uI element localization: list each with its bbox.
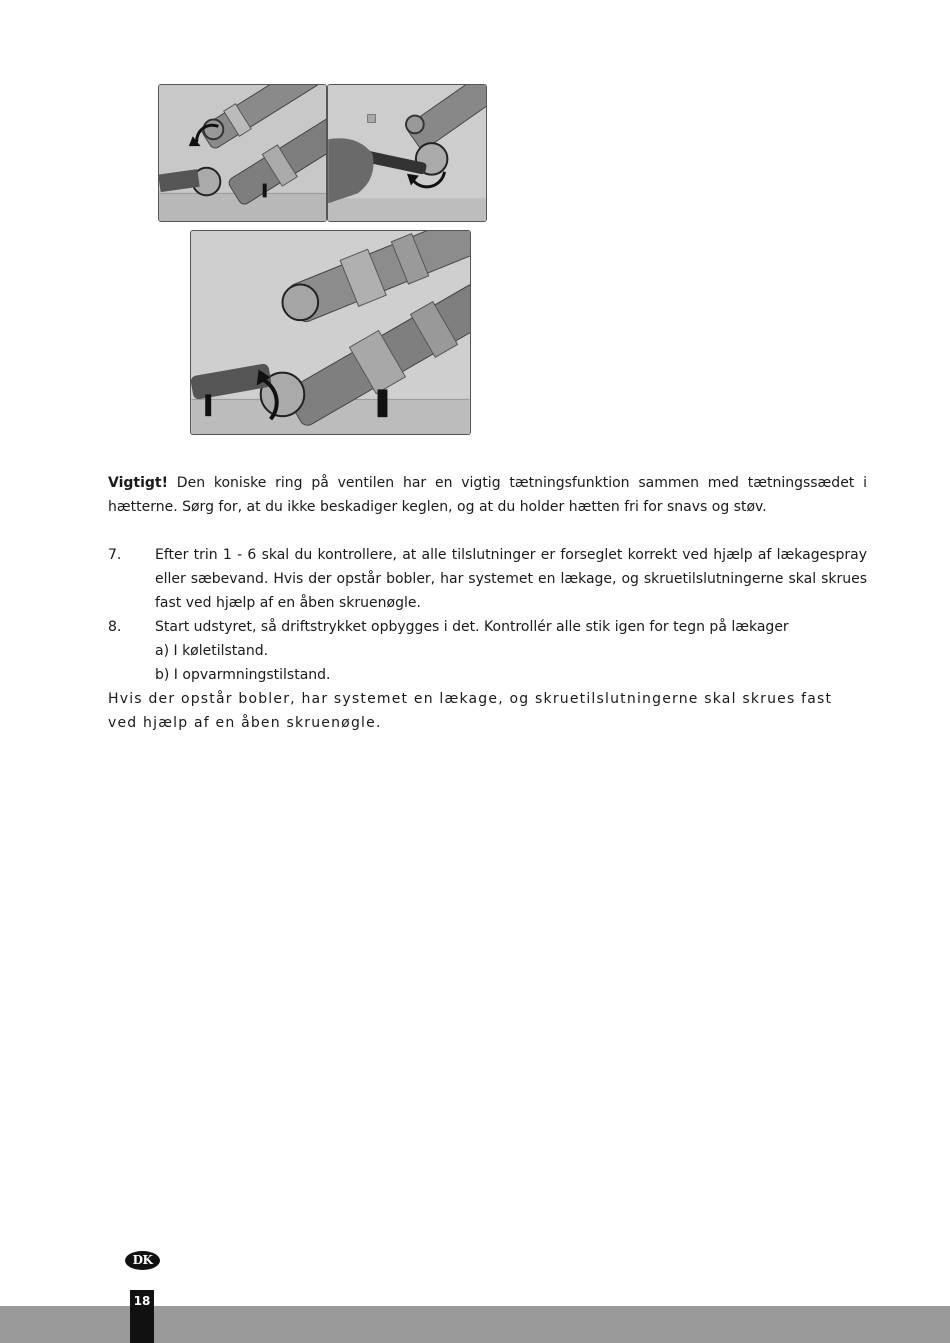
important-note xyxy=(108,471,867,519)
important-label: Vigtigt! xyxy=(108,475,168,491)
step-text: Efter trin 1 - 6 skal du kontrollere, at alle tilslutninger er forseglet korrekt ved hjælp af lækagespray eller sæbevand. Hvis der opstår bobler, har systemet en lækage, og skruetilslutningerne skal skrues fast ved hjælp af en åben skruenøgle. xyxy=(155,547,867,611)
important-text: Den koniske ring på ventilen har en vigtig tætningsfunktion sammen med tætningssædet i hætterne. Sørg for, at du ikke beskadiger keglen, og at du holder hætten fri for snavs og støv. xyxy=(108,475,867,515)
step-number: 7. xyxy=(108,547,122,563)
photo-valve-tightening-1 xyxy=(158,84,327,222)
step-substep-a: a) I køletilstand. xyxy=(155,643,269,659)
photo-valve-tightening-3 xyxy=(190,230,471,435)
photo-valve-tightening-2 xyxy=(327,84,487,222)
step-7 xyxy=(108,543,867,615)
valve-photo-illustration xyxy=(159,85,326,221)
valve-photo-illustration xyxy=(328,85,486,221)
page-number: 18 xyxy=(133,1294,151,1308)
step-text: Start udstyret, så driftstrykket opbygges i det. Kontrollér alle stik igen for tegn på lækager xyxy=(155,619,789,635)
step-8 xyxy=(108,615,867,687)
step-substep-b: b) I opvarmningstilstand. xyxy=(155,667,331,683)
closing-note: Hvis der opstår bobler, har systemet en lækage, og skruetilslutningerne skal skrues fast ved hjælp af en åben skruenøgle. xyxy=(108,691,833,731)
valve-photo-illustration xyxy=(191,231,470,434)
language-badge: DK xyxy=(125,1251,160,1270)
step-number: 8. xyxy=(108,619,122,635)
